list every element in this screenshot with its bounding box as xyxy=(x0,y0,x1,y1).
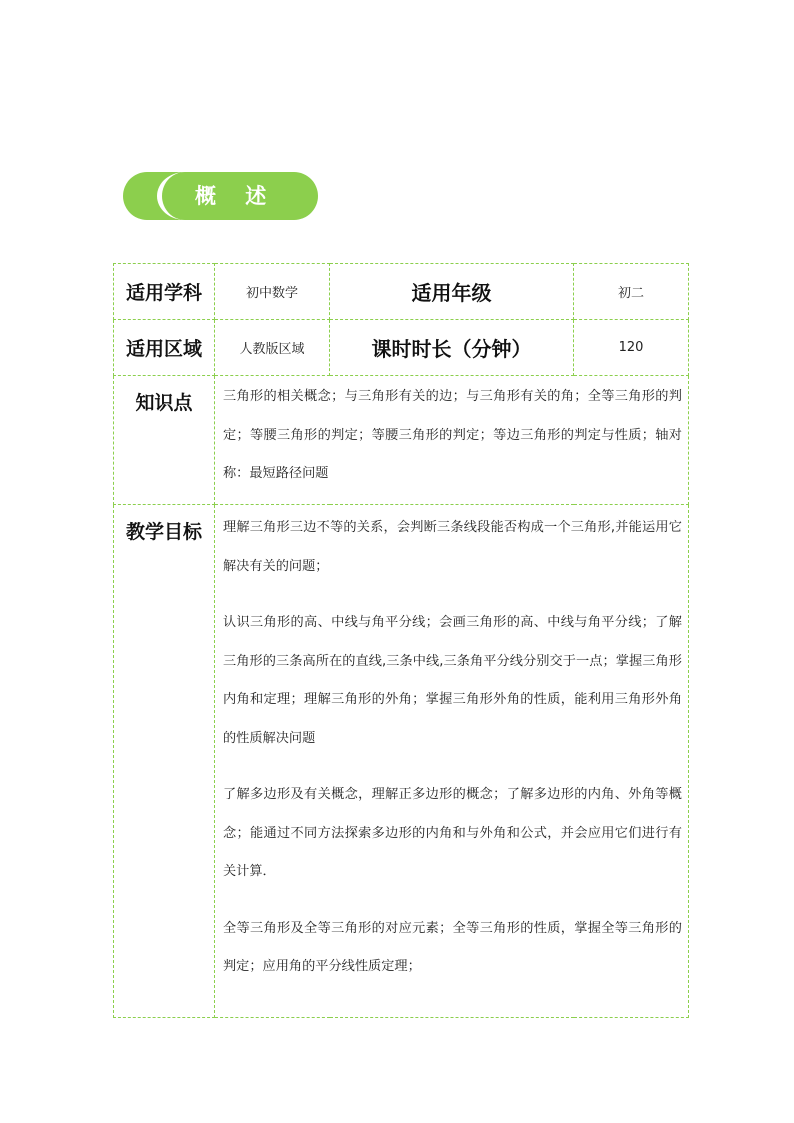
subject-value: 初中数学 xyxy=(215,264,330,320)
objectives-label: 教学目标 xyxy=(114,505,215,1018)
grade-value: 初二 xyxy=(574,264,689,320)
objectives-cell xyxy=(215,505,689,1018)
knowledge-text: 三角形的相关概念；与三角形有关的边；与三角形有关的角；全等三角形的判定；等腰三角形的判定；等腰三角形的判定；等边三角形的判定与性质；轴对称：最短路径问题 xyxy=(223,389,682,481)
objective-paragraph-1: 理解三角形三边不等的关系，会判断三条线段能否构成一个三角形,并能运用它解决有关的问题； xyxy=(223,520,682,574)
region-value: 人教版区域 xyxy=(215,320,330,376)
table-row xyxy=(114,264,689,320)
table-row xyxy=(114,505,689,1018)
section-badge xyxy=(123,172,318,220)
objective-paragraph-3: 了解多边形及有关概念，理解正多边形的概念；了解多边形的内角、外角等概念；能通过不同方法探索多边形的内角和与外角和公式，并会应用它们进行有关计算． xyxy=(223,787,682,879)
objective-paragraph-4: 全等三角形及全等三角形的对应元素；全等三角形的性质，掌握全等三角形的判定；应用角的平分线性质定理； xyxy=(223,920,682,974)
knowledge-label: 知识点 xyxy=(114,376,215,505)
objective-paragraph-2: 认识三角形的高、中线与角平分线；会画三角形的高、中线与角平分线；了解三角形的三条高所在的直线,三条中线,三条角平分线分别交于一点；掌握三角形内角和定理；理解三角形的外角；掌握三角形外角的性质，能利用三角形外角的性质解决问题 xyxy=(223,615,682,746)
overview-table xyxy=(113,263,689,1018)
table-row xyxy=(114,376,689,505)
knowledge-cell xyxy=(215,376,689,505)
duration-value: 120 xyxy=(574,320,689,376)
region-label: 适用区域 xyxy=(114,320,215,376)
subject-label: 适用学科 xyxy=(114,264,215,320)
section-title: 概 述 xyxy=(195,184,278,208)
duration-label: 课时时长（分钟） xyxy=(330,320,574,376)
grade-label: 适用年级 xyxy=(330,264,574,320)
table-row xyxy=(114,320,689,376)
